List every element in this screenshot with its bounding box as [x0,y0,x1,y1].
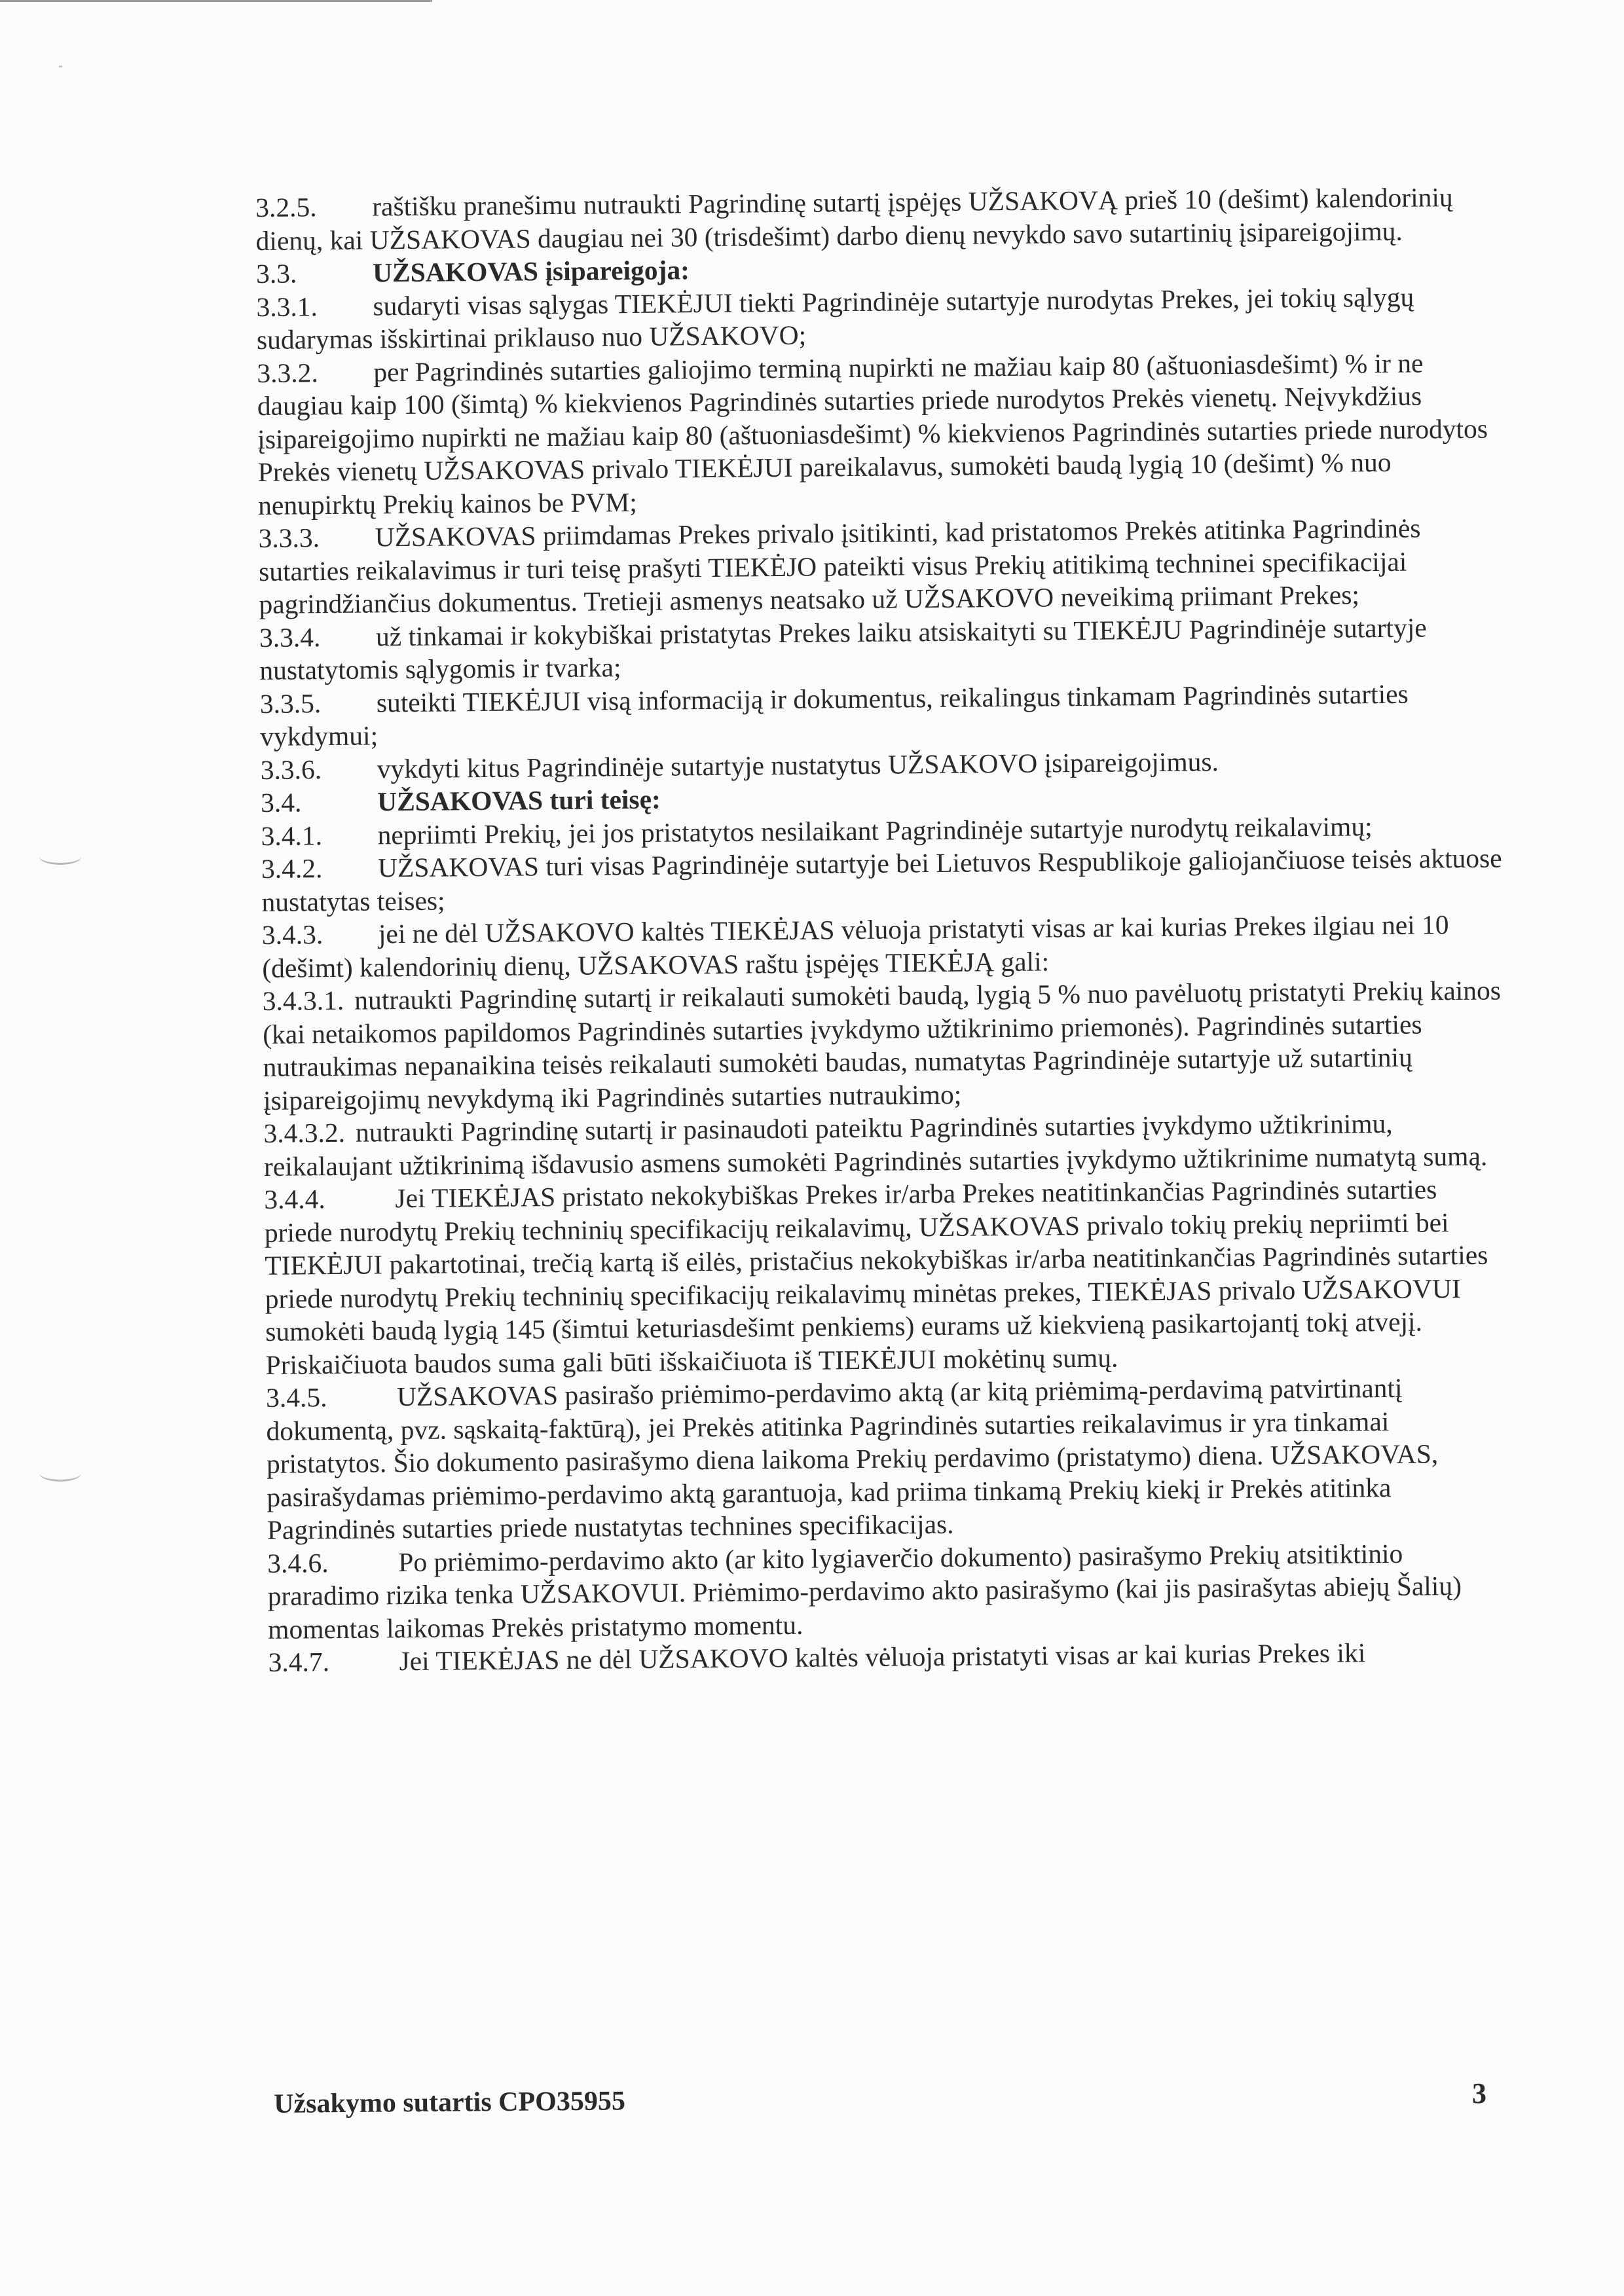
scan-speck [59,65,62,67]
clause-3-4-3-1 [263,974,1508,1117]
clause-text: už tinkamai ir kokybiškai pristatytas Prekes laiku atsiskaityti su TIEKĖJU Pagrindinėje sutartyje nustatytomis sąlygomis ir tvarka; [259,611,1427,685]
clause-text: per Pagrindinės sutarties galiojimo terminą nupirkti ne mažiau kaip 80 (aštuoniasdešimt) % ir ne daugiau kaip 100 (šimtą) % kiekvienos Pagrindinės sutarties priede nurodytos Prekės vienetų. Neįvykdžius įsipareigojimo nupirkti ne mažiau kaip 80 (aštuoniasdešimt) % kiekvienos Pagrindinės sutarties priede nurodytos Prekės vienetų UŽSAKOVAS privalo TIEKĖJUI pareikalavus, sumokėti baudą lygią 10 (dešimt) % nuo nenupirktų Prekių kainos be PVM; [257,347,1488,520]
scan-edge-line [0,0,432,2]
clause-3-3-4 [259,610,1504,687]
clause-text: Po priėmimo-perdavimo akto (ar kito lygiaverčio dokumento) pasirašymo Prekių atsitiktinio praradimo rizika tenka UŽSAKOVUI. Priėmimo-perdavimo akto pasirašymo (kai jis pasirašytas abiejų Šalių) momentas laikomas Prekės pristatymo momentu. [267,1538,1462,1645]
clause-text: UŽSAKOVAS turi visas Pagrindinėje sutartyje bei Lietuvos Respublikoje galiojančiuose teisės aktuose nustatytas teises; [261,843,1502,917]
clause-3-3-5 [260,676,1505,754]
clause-number: 3.4.4. [264,1184,326,1214]
section-heading: UŽSAKOVAS įsipareigoja: [372,255,690,288]
clause-number: 3.3.6. [260,754,322,785]
clause-text: nepriimti Prekių, jei jos pristatytos nesilaikant Pagrindinėje sutartyje nurodytų reikalavimų; [377,811,1373,850]
clause-number: 3.4.3.2. [263,1117,346,1148]
clause-text: UŽSAKOVAS priimdamas Prekes privalo įsitikinti, kad pristatomos Prekės atitinka Pagrindinės sutarties reikalavimus ir turi teisę prašyti TIEKĖJO pateikti visus Prekių atitikimą techninei specifikacijai pagrindžiančius dokumentus. Tretieji asmenys neatsako už UŽSAKOVO neveikimą priimant Prekes; [258,513,1421,619]
clause-text: Jei TIEKĖJAS pristato nekokybiškas Prekes ir/arba Prekes neatitinkančias Pagrindinės sutarties priede nurodytų Prekių techninių specifikacijų reikalavimų, UŽSAKOVAS privalo tokių prekių nepriimti bei TIEKĖJUI pakartotinai, trečią kartą iš eilės, pristačius nekokybiškas ir/arba neatitinkančias Pagrindinės sutarties priede nurodytų Prekių techninių specifikacijų reikalavimų minėtas prekes, TIEKĖJAS privalo UŽSAKOVUI sumokėti baudą lygią 145 (šimtui keturiasdešimt penkiems) eurams už kiekvieną pasikartojantį tokį atvejį. Priskaičiuota baudos suma gali būti išskaičiuota iš TIEKĖJUI mokėtinų sumų. [264,1174,1488,1380]
clause-3-2-5 [255,180,1500,257]
clause-3-4-5 [266,1370,1511,1546]
clause-text: nutraukti Pagrindinę sutartį ir reikalauti sumokėti baudą, lygią 5 % nuo pavėluotų pristatyti Prekių kainos (kai netaikomos papildomos Pagrindinės sutarties įvykdymo užtikrinimo priemonės). Pagrindinės sutarties nutraukimas nepanaikina teisės reikalauti sumokėti baudas, numatytas Pagrindinėje sutartyje už sutartinių įsipareigojimų nevykdymą iki Pagrindinės sutarties nutraukimo; [263,975,1502,1116]
clause-3-4-6 [267,1536,1512,1646]
clause-number: 3.4.1. [261,820,323,851]
punch-hole-mark [39,1465,81,1482]
clause-text: UŽSAKOVAS pasirašo priėmimo-perdavimo aktą (ar kitą priėmimą-perdavimą patvirtinantį dokumentą, pvz. sąskaitą-faktūrą), jei Prekės atitinka Pagrindinės sutarties reikalavimus ir yra tinkamai pristatytos. Šio dokumento pasirašymo diena laikoma Prekių perdavimo (pristatymo) diena. UŽSAKOVAS, pasirašydamas priėmimo-perdavimo aktą garantuoja, kad priima tinkamą Prekių kiekį ir Prekės atitinka Pagrindinės sutarties priede nustatytas technines specifikacijas. [266,1372,1439,1545]
clause-number: 3.4.5. [265,1382,327,1413]
clause-number: 3.3.5. [259,687,322,719]
clause-number: 3.4.3. [261,919,323,950]
clause-number: 3.3.2. [257,357,318,388]
contract-body [255,180,1513,1679]
clause-number: 3.3.4. [259,621,321,653]
clause-number: 3.4.2. [261,853,323,884]
clause-3-4-3 [262,907,1507,985]
clause-text: suteikti TIEKĖJUI visą informaciją ir dokumentus, reikalingus tinkamam Pagrindinės sutarties vykdymui; [260,678,1409,752]
clause-text: nutraukti Pagrindinę sutartį ir pasinaudoti pateiktu Pagrindinės sutarties įvykdymo užtikrinimu, reikalaujant užtikrinimą išdavusio asmens sumokėti Pagrindinės sutarties įvykdymo užtikrinime numatytą sumą. [263,1108,1488,1182]
section-heading: UŽSAKOVAS turi teisę: [377,784,661,817]
clause-number: 3.3. [255,258,297,289]
clause-number: 3.4.7. [268,1647,330,1677]
clause-number: 3.3.1. [256,291,318,322]
punch-hole-mark [39,848,81,865]
clause-number: 3.4.6. [267,1547,329,1578]
clause-3-4-2 [261,841,1506,919]
page-number: 3 [1472,2077,1486,2109]
clause-3-3-3 [258,511,1503,621]
clause-text: sudaryti visas sąlygas TIEKĖJUI tiekti Pagrindinėje sutartyje nurodytas Prekes, jei tokių sąlygų sudarymas išskirtinai priklauso nuo UŽSAKOVO; [256,282,1414,355]
clause-3-3-1 [256,280,1501,357]
clause-text: jei ne dėl UŽSAKOVO kaltės TIEKĖJAS vėluoja pristatyti visas ar kai kurias Prekes ilgiau nei 10 (dešimt) kalendorinių dienų, UŽSAKOVAS raštu įspėjęs TIEKĖJĄ gali: [262,909,1449,983]
clause-number: 3.2.5. [255,192,317,223]
clause-text: raštišku pranešimu nutraukti Pagrindinę sutartį įspėjęs UŽSAKOVĄ prieš 10 (dešimt) kalendorinių dienų, kai UŽSAKOVAS daugiau nei 30 (trisdešimt) darbo dienų nevykdo savo sutartinių įsipareigojimų. [255,182,1453,256]
clause-3-4-4 [264,1172,1510,1381]
clause-number: 3.4.3.1. [262,985,344,1016]
clause-text: Jei TIEKĖJAS ne dėl UŽSAKOVO kaltės vėluoja pristatyti visas ar kai kurias Prekes iki [399,1637,1366,1677]
clause-3-4-3-2 [263,1106,1508,1183]
clause-number: 3.3.3. [258,522,320,553]
footer-contract-title: Užsakymo sutartis CPO35955 [274,2086,626,2119]
clause-3-3-2 [257,346,1502,522]
clause-number: 3.4. [260,787,302,818]
clause-text: vykdyti kitus Pagrindinėje sutartyje nustatytus UŽSAKOVO įsipareigojimus. [377,746,1219,784]
